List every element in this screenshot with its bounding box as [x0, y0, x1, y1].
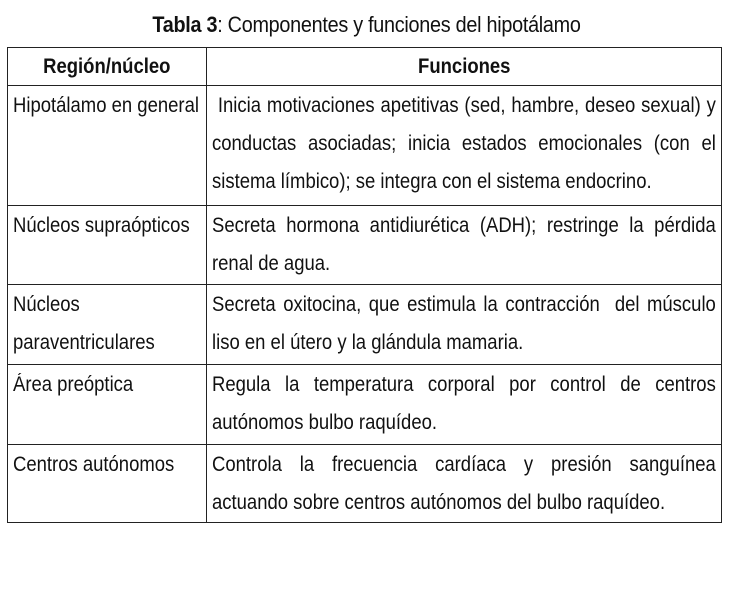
table-caption	[37, 12, 697, 38]
header-row	[8, 48, 722, 86]
region-cell: Núcleos supraópticos	[8, 206, 207, 285]
table-row	[8, 365, 722, 445]
table-row	[8, 86, 722, 206]
region-cell: Centros autónomos	[8, 445, 207, 523]
function-cell: Regula la temperatura corporal por control de centros autónomos bulbo raquídeo.	[207, 365, 722, 445]
table-caption-label: Tabla 3	[152, 12, 218, 37]
region-cell: Área preóptica	[8, 365, 207, 445]
region-cell: Núcleos paraventriculares	[8, 285, 207, 365]
function-cell: Secreta hormona antidiurética (ADH); restringe la pérdida renal de agua.	[207, 206, 722, 285]
function-cell: Controla la frecuencia cardíaca y presión sanguínea actuando sobre centros autónomos del bulbo raquídeo.	[207, 445, 722, 523]
region-cell: Hipotálamo en general	[8, 86, 207, 206]
table-row	[8, 285, 722, 365]
table-row	[8, 206, 722, 285]
hypothalamus-functions-table	[7, 47, 722, 523]
function-cell: Inicia motivaciones apetitivas (sed, hambre, deseo sexual) y conductas asociadas; inicia estados emocionales (con el sistema límbico); se integra con el sistema endocrino.	[207, 86, 722, 206]
table-row	[8, 445, 722, 523]
header-functions: Funciones	[207, 48, 722, 86]
header-region: Región/núcleo	[8, 48, 207, 86]
function-cell: Secreta oxitocina, que estimula la contracción del músculo liso en el útero y la glándula mamaria.	[207, 285, 722, 365]
table-caption-text: : Componentes y funciones del hipotálamo	[217, 12, 581, 37]
